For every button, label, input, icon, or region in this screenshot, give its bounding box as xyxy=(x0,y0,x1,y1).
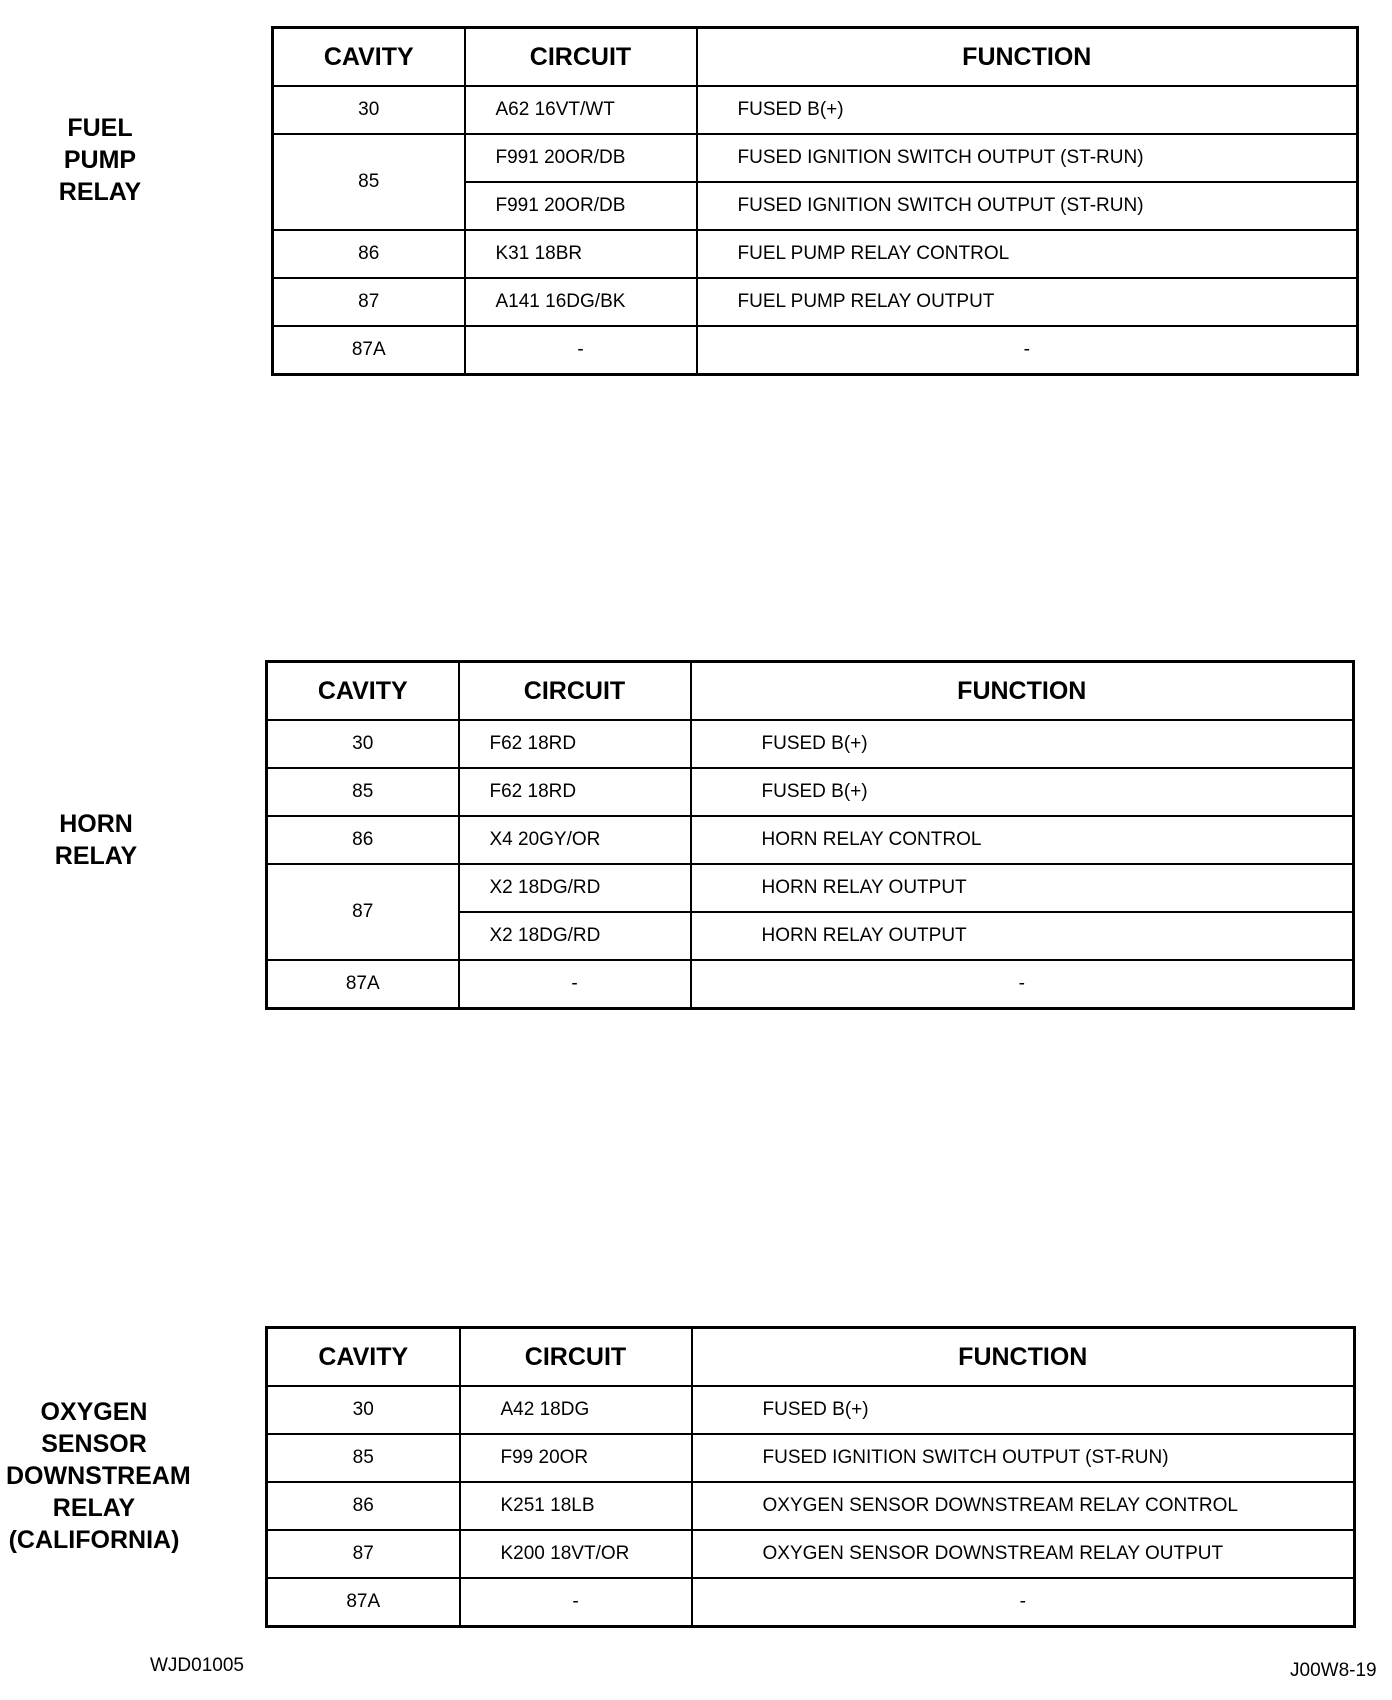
cavity-cell: 86 xyxy=(267,816,459,864)
table-row xyxy=(267,1482,1355,1530)
circuit-cell: K251 18LB xyxy=(460,1482,692,1530)
table-row xyxy=(267,720,1354,768)
header-circuit: CIRCUIT xyxy=(460,1328,692,1387)
cavity-cell: 87A xyxy=(267,960,459,1009)
cavity-cell: 87A xyxy=(273,326,465,375)
function-cell: FUSED B(+) xyxy=(692,1386,1355,1434)
section-label-oxygen-sensor-downstream-relay xyxy=(6,1396,191,1556)
function-cell: FUSED IGNITION SWITCH OUTPUT (ST-RUN) xyxy=(692,1434,1355,1482)
table-row xyxy=(273,326,1358,375)
cavity-cell: 87A xyxy=(267,1578,460,1627)
header-circuit: CIRCUIT xyxy=(465,28,697,87)
function-cell: HORN RELAY OUTPUT xyxy=(691,912,1354,960)
cavity-cell: 30 xyxy=(267,1386,460,1434)
circuit-cell: F99 20OR xyxy=(460,1434,692,1482)
circuit-cell: A42 18DG xyxy=(460,1386,692,1434)
function-cell: OXYGEN SENSOR DOWNSTREAM RELAY CONTROL xyxy=(692,1482,1355,1530)
section-label-line: RELAY xyxy=(58,178,142,206)
circuit-cell: X2 18DG/RD xyxy=(459,912,691,960)
oxygen-sensor-downstream-relay-table xyxy=(265,1326,1356,1628)
cavity-cell: 85 xyxy=(267,768,459,816)
section-label-line: HORN xyxy=(59,810,133,838)
function-cell: - xyxy=(691,960,1354,1009)
table-row xyxy=(273,230,1358,278)
section-label-horn-relay xyxy=(16,808,176,872)
section-label-line: SENSOR xyxy=(41,1430,147,1458)
function-cell: OXYGEN SENSOR DOWNSTREAM RELAY OUTPUT xyxy=(692,1530,1355,1578)
table-header-row xyxy=(273,28,1358,87)
function-cell: FUSED IGNITION SWITCH OUTPUT (ST-RUN) xyxy=(697,134,1358,182)
function-cell: FUEL PUMP RELAY OUTPUT xyxy=(697,278,1358,326)
table-row xyxy=(267,816,1354,864)
header-cavity: CAVITY xyxy=(267,1328,460,1387)
table-row xyxy=(267,1434,1355,1482)
table-header-row xyxy=(267,1328,1355,1387)
circuit-cell: F62 18RD xyxy=(459,720,691,768)
circuit-cell: F991 20OR/DB xyxy=(465,134,697,182)
circuit-cell: F991 20OR/DB xyxy=(465,182,697,230)
cavity-cell: 86 xyxy=(267,1482,460,1530)
function-cell: FUSED B(+) xyxy=(691,768,1354,816)
cavity-cell: 85 xyxy=(267,1434,460,1482)
circuit-cell: - xyxy=(465,326,697,375)
cavity-cell: 85 xyxy=(273,134,465,230)
table-header-row xyxy=(267,662,1354,721)
horn-relay-table xyxy=(265,660,1355,1010)
circuit-cell: - xyxy=(460,1578,692,1627)
cavity-cell: 87 xyxy=(267,864,459,960)
section-label-line: FUEL xyxy=(67,114,133,142)
section-label-line: DOWNSTREAM xyxy=(6,1462,191,1490)
figure-code-right: J00W8-19 xyxy=(1290,1660,1377,1681)
header-function: FUNCTION xyxy=(697,28,1358,87)
figure-code-left: WJD01005 xyxy=(150,1655,244,1676)
table-row xyxy=(267,1530,1355,1578)
section-label-line: RELAY xyxy=(54,842,138,870)
cavity-cell: 30 xyxy=(267,720,459,768)
function-cell: FUEL PUMP RELAY CONTROL xyxy=(697,230,1358,278)
header-cavity: CAVITY xyxy=(273,28,465,87)
header-circuit: CIRCUIT xyxy=(459,662,691,721)
table-row xyxy=(267,1386,1355,1434)
circuit-cell: K200 18VT/OR xyxy=(460,1530,692,1578)
section-label-line: (CALIFORNIA) xyxy=(8,1526,180,1554)
header-function: FUNCTION xyxy=(692,1328,1355,1387)
cavity-cell: 30 xyxy=(273,86,465,134)
function-cell: HORN RELAY OUTPUT xyxy=(691,864,1354,912)
table-row xyxy=(273,278,1358,326)
table-row xyxy=(267,864,1354,912)
circuit-cell: X4 20GY/OR xyxy=(459,816,691,864)
function-cell: - xyxy=(697,326,1358,375)
circuit-cell: K31 18BR xyxy=(465,230,697,278)
section-label-line: PUMP xyxy=(63,146,137,174)
function-cell: FUSED IGNITION SWITCH OUTPUT (ST-RUN) xyxy=(697,182,1358,230)
function-cell: HORN RELAY CONTROL xyxy=(691,816,1354,864)
circuit-cell: X2 18DG/RD xyxy=(459,864,691,912)
header-cavity: CAVITY xyxy=(267,662,459,721)
circuit-cell: A62 16VT/WT xyxy=(465,86,697,134)
function-cell: - xyxy=(692,1578,1355,1627)
section-label-line: RELAY xyxy=(52,1494,136,1522)
section-label-fuel-pump-relay xyxy=(20,112,180,208)
table-row xyxy=(267,768,1354,816)
cavity-cell: 86 xyxy=(273,230,465,278)
cavity-cell: 87 xyxy=(273,278,465,326)
cavity-cell: 87 xyxy=(267,1530,460,1578)
fuel-pump-relay-table xyxy=(271,26,1359,376)
circuit-cell: - xyxy=(459,960,691,1009)
section-label-line: OXYGEN xyxy=(40,1398,148,1426)
table-row xyxy=(267,1578,1355,1627)
header-function: FUNCTION xyxy=(691,662,1354,721)
function-cell: FUSED B(+) xyxy=(697,86,1358,134)
table-row xyxy=(273,134,1358,182)
circuit-cell: F62 18RD xyxy=(459,768,691,816)
table-row xyxy=(273,86,1358,134)
function-cell: FUSED B(+) xyxy=(691,720,1354,768)
table-row xyxy=(267,960,1354,1009)
circuit-cell: A141 16DG/BK xyxy=(465,278,697,326)
